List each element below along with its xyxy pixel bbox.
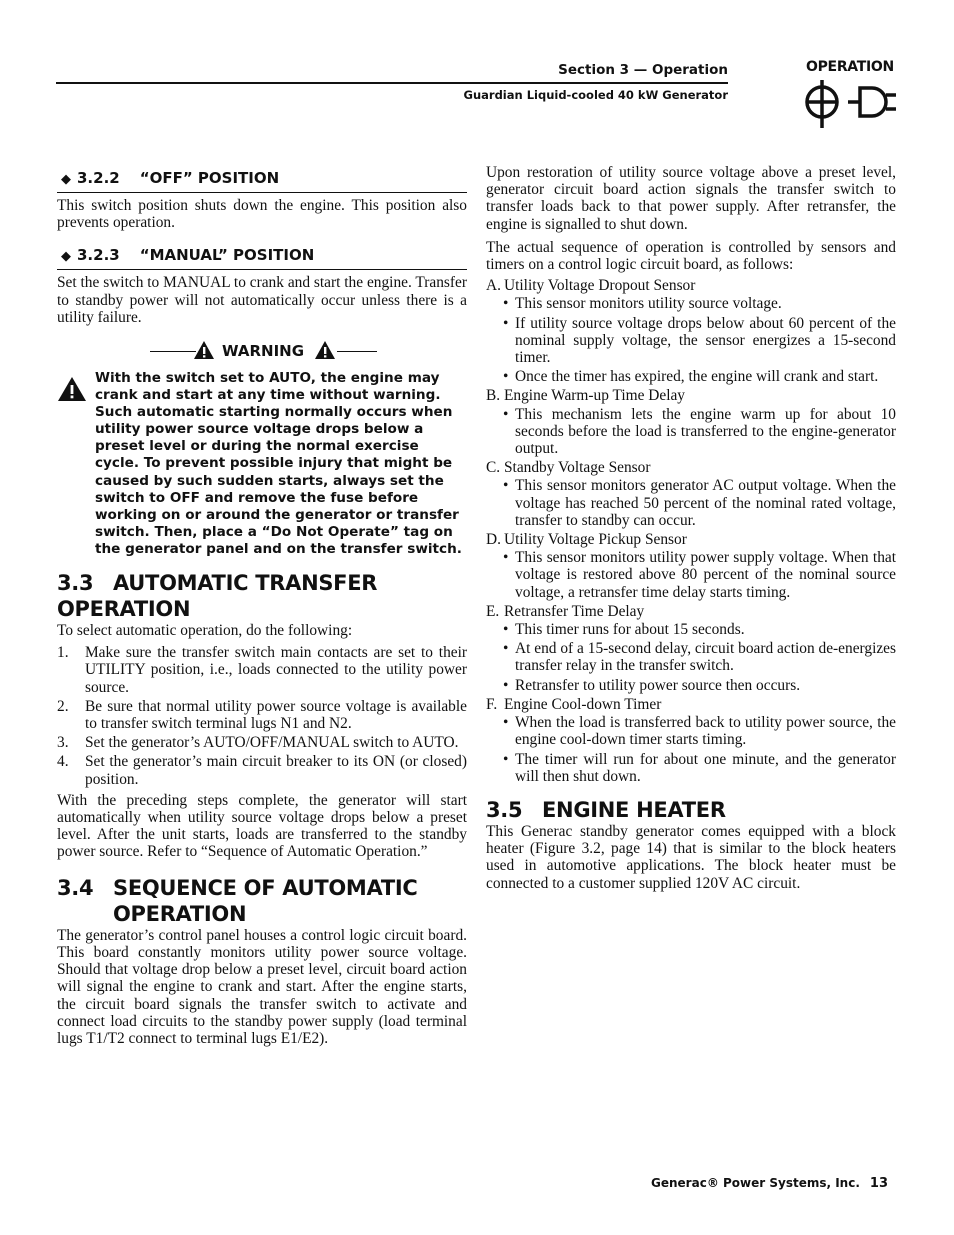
right-column — [486, 164, 896, 898]
operation-tab-label: OPERATION — [806, 59, 894, 75]
list-item: • When the load is transferred back to utility power source, the engine cool-down timer starts timing. — [486, 714, 896, 748]
section-heading-3-5: 3.5 ENGINE HEATER — [486, 797, 726, 822]
automatic-steps-list — [57, 644, 467, 788]
diamond-bullet-icon: ◆ — [61, 249, 71, 265]
warning-title: WARNING — [222, 342, 305, 361]
warning-triangle-icon — [193, 340, 215, 360]
left-column — [57, 164, 467, 1053]
list-item: E. Retransfer Time Delay — [486, 602, 645, 620]
list-item: 1. Make sure the transfer switch main contacts are set to their UTILITY position, i.e., loads connected to the utility power source. — [57, 644, 467, 696]
list-item: A. Utility Voltage Dropout Sensor — [486, 277, 696, 295]
sequence-body-text: The generator’s control panel houses a control logic circuit board. This board constantly monitors utility power source voltage. Should that voltage drop below a preset level, circuit board action will signal the engine to crank and start. After the engine starts, the circuit board signals the transfer switch to activate and connect load circuits to the standby power supply (load terminal lugs T1/T2 connect to terminal lugs E1/E2). — [57, 926, 467, 1047]
restoration-text: Upon restoration of utility source voltage above a preset level, generator circuit board action signals the transfer switch to transfer loads back to that power supply. After retransfer, the engine is signalled to shut down. — [486, 164, 896, 233]
list-item: • Once the timer has expired, the engine will crank and start. — [486, 368, 896, 385]
automatic-after-text: With the preceding steps complete, the generator will start automatically when utility source voltage drops below a preset level. After the unit starts, loads are transferred to the standby power source. Refer to “Sequence of Automatic Operation.” — [57, 791, 467, 861]
list-item: • At end of a 15-second delay, circuit board action de-energizes transfer relay in the transfer switch. — [486, 640, 896, 674]
list-item: B. Engine Warm-up Time Delay — [486, 387, 686, 405]
bullet-list — [486, 621, 896, 694]
list-item: 4. Set the generator’s main circuit breaker to its ON (or closed) position. — [57, 753, 467, 788]
page-footer — [560, 1176, 888, 1191]
list-item: • This timer runs for about 15 seconds. — [486, 621, 896, 638]
page-number: 13 — [869, 1176, 888, 1191]
warning-banner — [57, 338, 467, 364]
bullet-list — [486, 714, 896, 785]
warning-rule-right — [337, 351, 377, 352]
diamond-bullet-icon: ◆ — [61, 172, 71, 187]
list-item: • This mechanism lets the engine warm up for about 10 seconds before the load is transferred to the engine-generator output. — [486, 406, 896, 458]
warning-triangle-icon — [314, 340, 336, 360]
list-item: F. Engine Cool-down Timer — [486, 695, 662, 713]
header-subtitle: Guardian Liquid-cooled 40 kW Generator — [463, 88, 728, 102]
list-item: • If utility source voltage drops below about 60 percent of the nominal supply voltage, the sensor energizes a 15-second timer. — [486, 315, 896, 367]
warning-text: With the switch set to AUTO, the engine may crank and start at any time without warning. Such automatic starting normally occurs when utility power source voltage drops below a preset level or during the normal exercise cycle. To prevent possible injury that might be caused by such sudden starts, always set the switch to OFF and remove the fuse before working on or around the generator or transfer switch. Then, place a “Do Not Operate” tag on the generator panel and on the transfer switch. — [57, 370, 467, 558]
bullet-list — [486, 406, 896, 458]
header-rule — [56, 82, 728, 84]
footer-company: Generac® Power Systems, Inc. — [651, 1176, 860, 1190]
list-item: • Retransfer to utility power source then occurs. — [486, 677, 896, 694]
list-item: C. Standby Voltage Sensor — [486, 459, 651, 477]
header-section-title: Section 3 — Operation — [558, 62, 728, 78]
section-heading-3-4: 3.4 SEQUENCE OF AUTOMATIC OPERATION — [57, 875, 418, 926]
section-heading-3-3: 3.3 AUTOMATIC TRANSFER OPERATION — [57, 571, 378, 622]
automatic-intro-text: To select automatic operation, do the following: — [57, 622, 353, 640]
bullet-list — [486, 477, 896, 529]
list-item: • This sensor monitors utility power supply voltage. When that voltage is restored above 80 percent of the nominal source voltage, a retransfer time delay starts timing. — [486, 549, 896, 601]
bullet-list — [486, 295, 896, 385]
subsection-heading-3-2-3: ◆ 3.2.3 “MANUAL” POSITION — [57, 245, 467, 270]
list-item: D. Utility Voltage Pickup Sensor — [486, 531, 687, 549]
bullet-list — [486, 549, 896, 601]
list-item: • The timer will run for about one minute, and the generator will then shut down. — [486, 751, 896, 785]
manual-position-text: Set the switch to MANUAL to crank and start the engine. Transfer to standby power will not automatically occur unless there is a utility failure. — [57, 274, 467, 326]
subsection-heading-3-2-2: ◆ 3.2.2 “OFF” POSITION — [57, 168, 467, 193]
list-item: 3. Set the generator’s AUTO/OFF/MANUAL switch to AUTO. — [57, 734, 459, 752]
warning-triangle-icon — [57, 376, 87, 402]
list-item: 2. Be sure that normal utility power source voltage is available to transfer switch terminal lugs N1 and N2. — [57, 697, 467, 733]
list-item: • This sensor monitors utility source voltage. — [486, 295, 896, 312]
list-item: • This sensor monitors generator AC output voltage. When the voltage has reached 50 percent of the nominal rated voltage, transfer to standby can occur. — [486, 477, 896, 529]
switch-plug-icon — [802, 76, 898, 132]
warning-rule-left — [150, 351, 196, 352]
engine-heater-text: This Generac standby generator comes equipped with a block heater (Figure 3.2, page 14) that is similar to the block heaters used in automotive applications. The block heater must be connected to a customer supplied 120V AC circuit. — [486, 822, 896, 892]
off-position-text: This switch position shuts down the engine. This position also prevents operation. — [57, 197, 467, 232]
sequence-intro-text: The actual sequence of operation is controlled by sensors and timers on a control logic circuit board, as follows: — [486, 238, 896, 274]
